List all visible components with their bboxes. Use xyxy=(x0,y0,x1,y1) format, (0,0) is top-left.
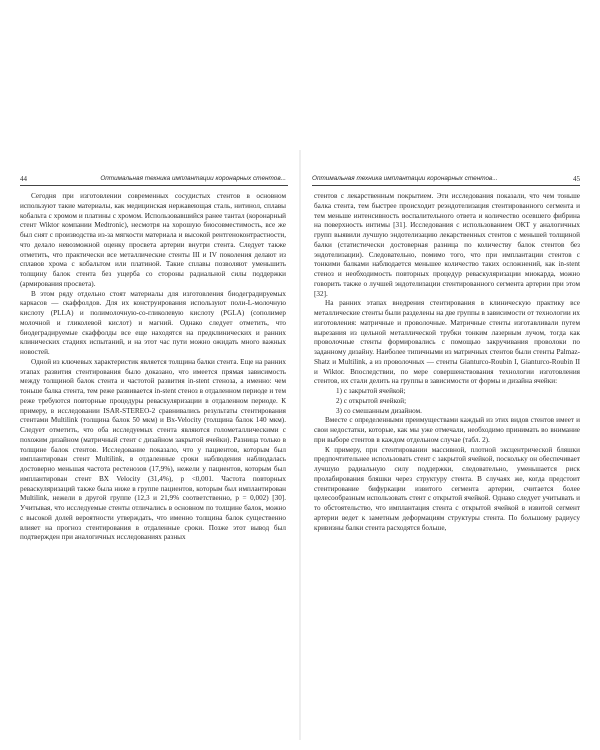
list-item: 1) с закрытой ячейкой; xyxy=(336,387,406,395)
list-item: 3) со смешанным дизайном. xyxy=(336,406,422,415)
right-page-number: 45 xyxy=(573,175,580,183)
right-paragraph-2: На ранних этапах внедрения стентирования в клиническую практику все металлические стенты были разделены на две группы в зависимости от технологии их изготовления: матричные и проволочные. Матричные стенты изготавливали путем вырезания из цельной металлической трубки тонким лазерным лучом, тогда как проволочные стенты формировались с помощью закручивания проволоки по заданному дизайну. Наиболее типичными из матричных стентов были стенты Palmaz-Shatz и Multilink, а из проволочных — стенты Gianturco-Roubin I, Gianturco-Roubin II и Wiktor. Впоследствии, по мере совершенствования технологии изготовления стентов, их стали делить на группы в зависимости от формы и дизайна ячейки: xyxy=(314,299,580,386)
right-page xyxy=(300,0,600,750)
right-page-header xyxy=(312,173,580,186)
list-item: 2) с открытой ячейкой; xyxy=(336,396,407,405)
left-paragraph-2: В этом ряду отдельно стоят материалы для изготовления биодеградируемых каркасов — скаффолдов. Для их конструирования используют поли-L-молочную кислоту (PLLA) и полимолочную-со-гликолевую кислоту (PGLA) (сополимер молочной и гликолевой кислот) и магний. Однако следует отметить, что биодеградируемые скаффолды все еще находятся на предклинических и ранних клинических стадиях испытаний, и на этот час пути можно ожидать много важных новостей. xyxy=(20,289,286,356)
right-page-body xyxy=(314,192,580,533)
right-paragraph-4: К примеру, при стентировании массивной, плотной эксцентрической бляшки предпочтительнее использовать стент с закрытой ячейкой, поскольку он обеспечивает лучшую радиальную силу поддержки, следовательно, уменьшается риск пролабирования бляшки через структуру стента. В случаях же, когда предстоит стентирование бифуркации извитого сегмента артерии, считается более целесообразным использовать стент с открытой ячейкой. Однако следует учитывать и то обстоятельство, что имплантация стента с открытой ячейкой в извитой сегмент артерии ведет к заметным деформациям структуры стента. По большому радиусу кривизны балки стента расходятся больше, xyxy=(314,445,580,532)
right-paragraph-3: Вместе с определенными преимуществами каждый из этих видов стентов имеет и свои недостатки, которые, как мы уже отмечали, необходимо принимать во внимание при выборе стентов в каждом отдельном случае (табл. 2). xyxy=(314,416,580,444)
cell-design-list xyxy=(314,387,580,416)
left-page-body xyxy=(20,192,286,543)
right-paragraph-1: стентов с лекарственным покрытием. Эти исследования показали, что чем тоньше балка стента, тем быстрее происходит реэндотелизация стентированного сегмента и тем меньше интенсивность воспалительного ответа и количество осевшего фибрина на поверхность интимы [31]. Исследования с использованием ОКТ у аналогичных групп выявили лучшую эндотелизацию лекарственных стентов с меньшей толщиной балки (статистически достоверная разница по количеству балок стентов без эндотелизации). Следовательно, помимо того, что при имплантации стентов с тонкими балками наблюдается меньшее количество таких осложнений, как in-stent стеноз и необходимость повторных процедур реваскуляризации миокарда, можно говорить также о лучшей эндотелизации стентированного сегмента артерии при этом [32]. xyxy=(314,192,580,298)
left-paragraph-3: Одной из ключевых характеристик является толщина балки стента. Еще на ранних этапах развития стентирования было доказано, что имеется прямая зависимость между толщиной балок стента и частотой развития in-stent стеноза, а именно: чем тоньше балка стента, тем реже развивается in-stent стеноз в отдаленном периоде и тем реже требуются повторные процедуры реваскуляризации в отдаленном периоде. К примеру, в исследовании ISAR-STEREO-2 сравнивались результаты стентирования стентами Multilink (толщина балок 50 мкм) и Bx-Velocity (толщина балок 140 мкм). Следует отметить, что оба исследуемых стента являются голометаллическими с похожим дизайном (матричный стент с дизайном закрытой ячейки). Разница только в толщине балок стентов. Исследование показало, что у пациентов, которым был имплантирован стент Multilink, в отдаленные сроки наблюдения наблюдалась достоверно меньшая частота рестенозов (17,9%), нежели у пациентов, которым был имплантирован стент BX Velocity (31,4%), p <0,001. Частота повторных реваскуляризаций также была ниже в группе пациентов, которым был имплантирован Multilink, нежели в другой группе (12,3 и 21,9% соответственно, p = 0,002) [30]. Учитывая, что исследуемые стенты отличались в основном по толщине балок, можно с высокой долей вероятности утверждать, что именно толщина балок существенно влияет на прогноз стентирования в отдаленные сроки. Позже этот вывод был подтвержден при аналогичных исследованиях разных xyxy=(20,357,286,542)
left-page-number: 44 xyxy=(20,175,27,183)
left-page-header xyxy=(20,173,288,186)
left-paragraph-1: Сегодня при изготовлении современных сосудистых стентов в основном используют такие материалы, как медицинская нержавеющая сталь, нитинол, сплавы кобальта с хромом и платины с хромом. Использовавшийся ранее тантал (коронарный стент Wiktor компании Medtronic), несмотря на хорошую биосовместимость, все же был снят с производства из-за мягкости материала и высокой рентгеноконтрастности, что делало невозможной оценку просвета артерии внутри стента. Следует также отметить, что практически все металлические стенты III и IV поколения делают из сплавов хрома с кобальтом или платиной. Такие сплавы позволяют уменьшить толщину балок стента без ущерба со стороны радиальной силы поддержки (армирования просвета). xyxy=(20,192,286,288)
left-running-title: Оптимальная техника имплантации коронарных стентов... xyxy=(100,175,286,182)
right-running-title: Оптимальная техника имплантации коронарных стентов... xyxy=(312,175,498,182)
